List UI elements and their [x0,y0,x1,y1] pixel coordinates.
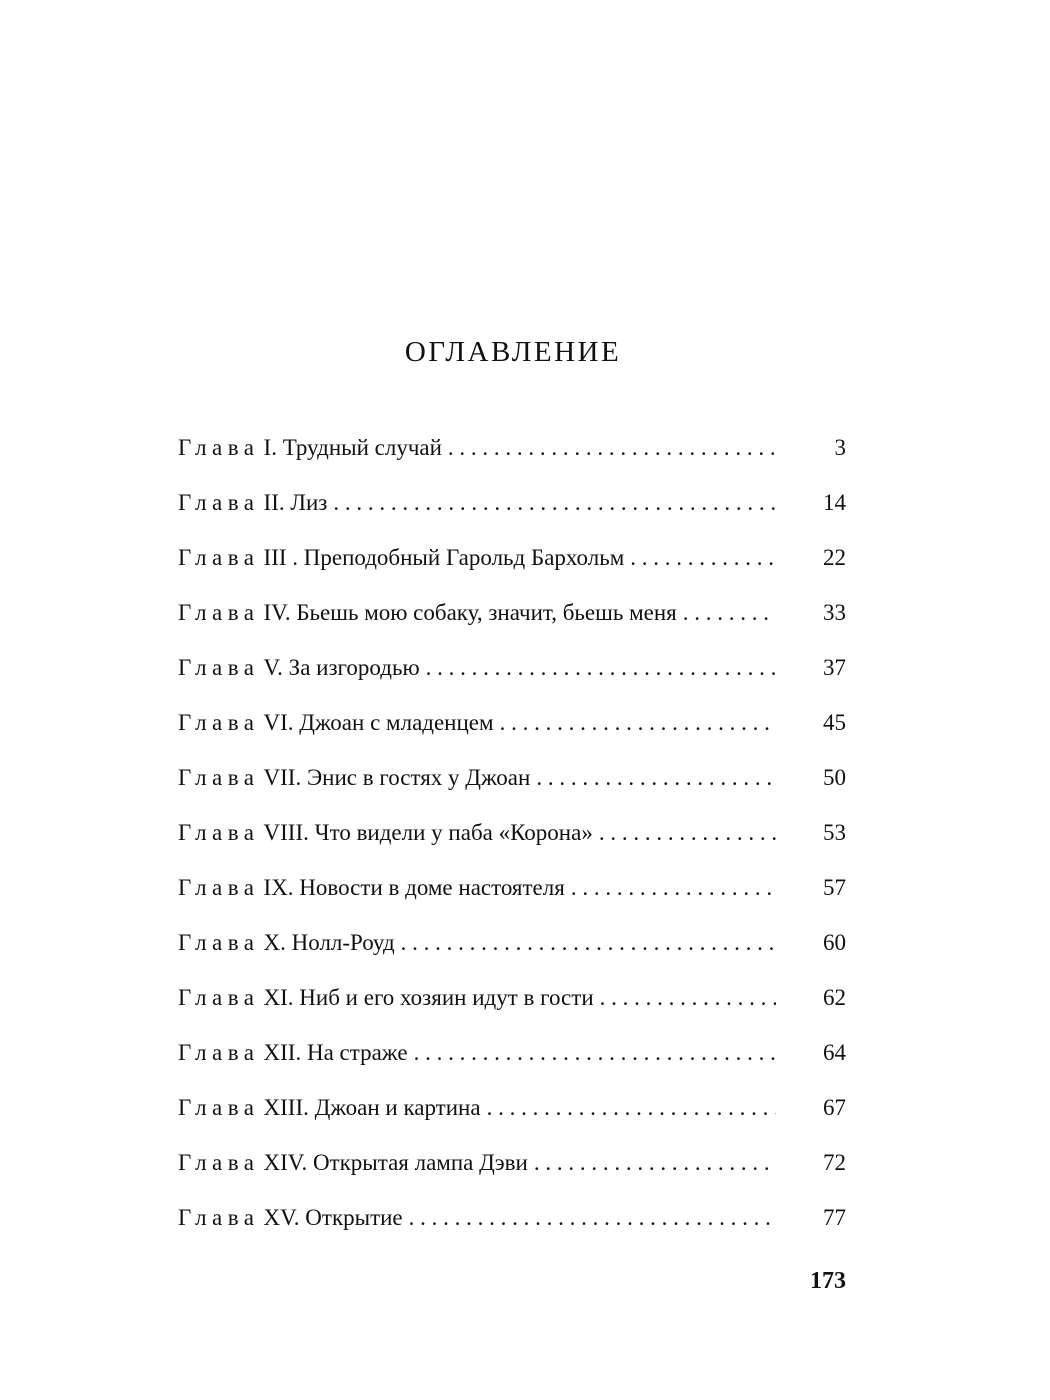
chapter-page-number: 72 [823,1150,846,1175]
dot-leader [409,1190,776,1245]
dot-leader [448,420,776,475]
chapter-page-number: 3 [834,435,846,460]
chapter-title: I. Трудный случай [263,435,442,460]
dot-leader [683,585,776,640]
chapter-page-number: 62 [823,985,846,1010]
dot-leader [534,1135,776,1190]
chapter-page-number: 77 [823,1205,846,1230]
chapter-title: XIV. Открытая лампа Дэви [263,1150,528,1175]
dot-leader [487,1080,776,1135]
chapter-label: Глава [178,490,260,515]
chapter-title: V. За изгородью [263,655,420,680]
chapter-label: Глава [178,765,260,790]
chapter-label: Глава [178,875,260,900]
chapter-title: II. Лиз [263,490,328,515]
chapter-page-number: 67 [823,1095,846,1120]
chapter-page-number: 50 [823,765,846,790]
chapter-page-number: 64 [823,1040,846,1065]
chapter-title: VI. Джоан с младенцем [263,710,494,735]
toc-entry [178,805,846,860]
chapter-label: Глава [178,545,260,570]
chapter-label: Глава [178,655,260,680]
chapter-title: VIII. Что видели у паба «Корона» [263,820,593,845]
toc-entry [178,915,846,970]
chapter-label: Глава [178,710,260,735]
dot-leader [600,970,776,1025]
dot-leader [414,1025,776,1080]
toc-entry [178,420,846,475]
dot-leader [333,475,776,530]
toc-entry [178,970,846,1025]
chapter-page-number: 45 [823,710,846,735]
toc-entry [178,1025,846,1080]
chapter-title: III . Преподобный Гарольд Бархольм [263,545,625,570]
toc-entry [178,1135,846,1190]
dot-leader [536,750,776,805]
dot-leader [630,530,776,585]
chapter-label: Глава [178,1095,260,1120]
dot-leader [571,860,776,915]
chapter-title: VII. Энис в гостях у Джоан [263,765,531,790]
chapter-label: Глава [178,1205,260,1230]
chapter-title: XI. Ниб и его хозяин идут в гости [263,985,594,1010]
chapter-page-number: 37 [823,655,846,680]
toc-entry [178,860,846,915]
toc-entry [178,750,846,805]
chapter-label: Глава [178,600,260,625]
toc-entry [178,530,846,585]
chapter-title: XV. Открытие [263,1205,403,1230]
chapter-label: Глава [178,985,260,1010]
chapter-label: Глава [178,1040,260,1065]
chapter-page-number: 22 [823,545,846,570]
dot-leader [599,805,776,860]
toc-entry [178,475,846,530]
chapter-title: IX. Новости в доме настоятеля [263,875,565,900]
chapter-label: Глава [178,820,260,845]
toc-entry [178,640,846,695]
chapter-title: X. Нолл-Роуд [263,930,395,955]
toc-heading: ОГЛАВЛЕНИЕ [404,336,622,368]
chapter-title: XIII. Джоан и картина [263,1095,481,1120]
table-of-contents [178,420,846,1245]
toc-entry [178,585,846,640]
dot-leader [401,915,776,970]
chapter-label: Глава [178,435,260,460]
chapter-page-number: 14 [823,490,846,515]
chapter-page-number: 57 [823,875,846,900]
chapter-page-number: 33 [823,600,846,625]
dot-leader [500,695,776,750]
chapter-page-number: 60 [823,930,846,955]
dot-leader [426,640,776,695]
chapter-label: Глава [178,930,260,955]
page-number: 173 [810,1268,846,1294]
chapter-label: Глава [178,1150,260,1175]
chapter-title: XII. На страже [263,1040,408,1065]
toc-entry [178,1190,846,1245]
toc-entry [178,695,846,750]
toc-entry [178,1080,846,1135]
chapter-title: IV. Бьешь мою собаку, значит, бьешь меня [263,600,677,625]
chapter-page-number: 53 [823,820,846,845]
